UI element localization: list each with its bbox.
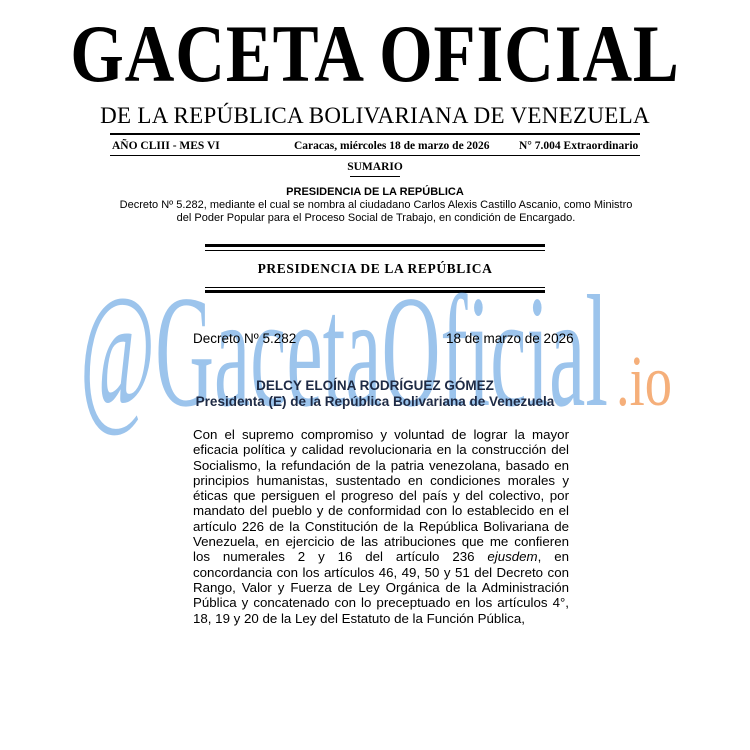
sumario-heading: SUMARIO xyxy=(347,161,403,173)
watermark-text: @GacetaOficial xyxy=(80,262,608,440)
issue-number: N° 7.004 Extraordinario xyxy=(519,140,639,152)
president-title: Presidenta (E) de la República Bolivariana de Venezuela xyxy=(195,394,555,409)
section-rule-bottom-thin xyxy=(205,287,545,288)
decree-body-part2: , en concordancia con los artículos 46, 49, 50 y 51 del Decreto con Rango, Valor y Fuerza de Ley Orgánica de la Administración Pública y concatenado con lo preceptuado en los artículos 4°, 18, 19 y 20 de la Ley del Estatuto de la Función Pública, xyxy=(193,549,569,626)
decree-body-part1: Con el supremo compromiso y voluntad de lograr la mayor eficacia política y calidad revolucionaria en la construcción del Socialismo, la refundación de la patria venezolana, basado en principios humanistas, sustentado en condiciones morales y éticas que persiguen el progreso del país y del colectivo, por mandato del pueblo y de conformidad con lo establecido en el artículo 226 de la Constitución de la República Bolivariana de Venezuela, en ejercicio de las atribuciones que me confieren los numerales 2 y 16 del artículo 236 xyxy=(193,427,569,565)
issue-place-date: Caracas, miércoles 18 de marzo de 2026 xyxy=(294,140,490,152)
decree-body xyxy=(193,427,569,626)
sumario-underline xyxy=(350,176,400,177)
info-rule-bottom xyxy=(110,155,640,156)
decree-number: Decreto Nº 5.282 xyxy=(193,331,297,346)
section-rule-top-thin xyxy=(205,250,545,251)
masthead-subtitle: DE LA REPÚBLICA BOLIVARIANA DE VENEZUELA xyxy=(100,103,650,128)
section-rule-bottom-thick xyxy=(205,290,545,293)
president-name: DELCY ELOÍNA RODRÍGUEZ GÓMEZ xyxy=(256,378,494,393)
decree-body-italic: ejusdem xyxy=(487,549,538,565)
watermark-suffix: .io xyxy=(616,341,672,421)
section-rule-top-thick xyxy=(205,244,545,247)
decree-date: 18 de marzo de 2026 xyxy=(446,331,574,346)
masthead-title: GACETA OFICIAL xyxy=(70,8,680,99)
sumario-section: PRESIDENCIA DE LA REPÚBLICA xyxy=(286,186,464,198)
sumario-item: Decreto Nº 5.282, mediante el cual se nombra al ciudadano Carlos Alexis Castillo Ascanio, como Ministro del Poder Popular para el Proceso Social de Trabajo, en condición de Encargado. xyxy=(119,199,633,224)
section-header: PRESIDENCIA DE LA REPÚBLICA xyxy=(257,261,493,276)
issue-year-month: AÑO CLIII - MES VI xyxy=(112,140,220,152)
info-rule-top xyxy=(110,133,640,135)
